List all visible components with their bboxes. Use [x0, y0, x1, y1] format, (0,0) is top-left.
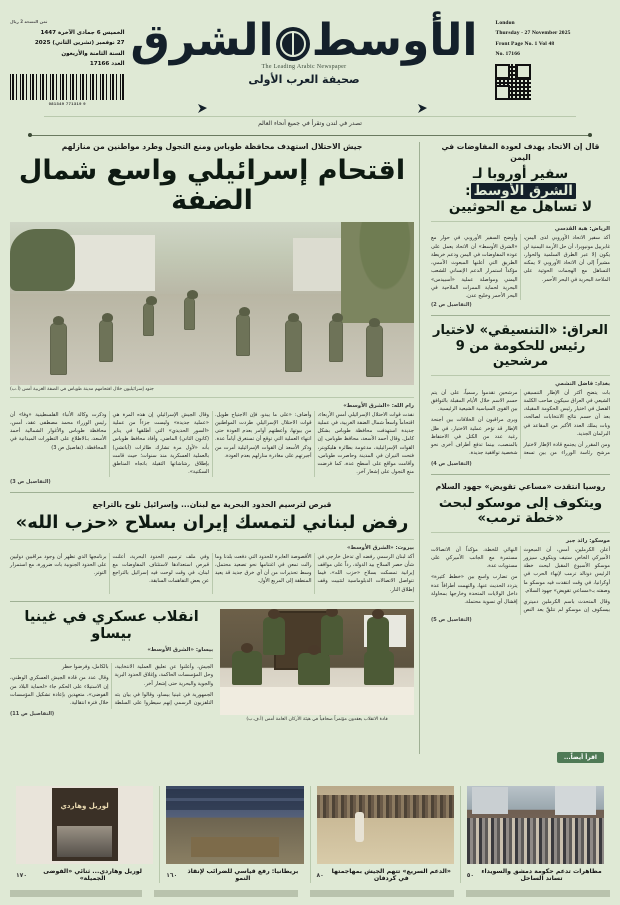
- masthead-city: London: [495, 20, 515, 26]
- main-column: [10, 142, 414, 754]
- teaser-page-number: ١٧٠: [16, 871, 27, 879]
- content-grid: [10, 142, 610, 754]
- logo-word-right: الأوسط: [311, 15, 478, 66]
- laurel-hardy-book-cover-image: [16, 786, 153, 864]
- footer-color-bar: [10, 890, 610, 897]
- continued-ref[interactable]: (التفاصيل ص 4): [431, 461, 472, 468]
- article-body: أكد لبنان الرسمي رفضه أي تدخل خارجي في شأن حصر السلاح بيد الدولة، رداً على مواقف إيرانية تمسكت بسلاح «حزب الله»، فيما تتواصل الاتصالات الدبلوماسية لتثبيت وقف إطلاق النار. الأقصوصة العابرة للحدود التي دفعت بلدنا وما زالت تمعن في اغتنامها نحو تصعيد محتمل، وسط تحذيرات من أن أي خرق جديد قد يعيد المنطقة إلى المربع الأول. وفي ملف ترسيم الحدود البحرية، أعلنت قبرص استعدادها لاستئناف المفاوضات مع لبنان، في وقت لوحت فيه إسرائيل بالتراجع عن بعض التفاهمات السابقة. برنامجها الذي تظهر أن وجود مراقبين دوليين على الحدود الجنوبية بات ضرورة، مع استمرار التوتر.: [10, 553, 414, 593]
- sudan-kordofan-crowd-photo: [317, 786, 454, 864]
- teaser-divider: [159, 786, 160, 884]
- article-byline: الرياض: هبة القدسي: [554, 226, 610, 233]
- article-byline: بغداد: فاضل النشمي: [555, 380, 610, 387]
- guinea-text-block: [10, 609, 213, 722]
- continued-ref[interactable]: (التفاصيل ص 2): [431, 302, 472, 309]
- teaser-divider: [310, 786, 311, 884]
- uk-parliament-photo: [166, 786, 303, 864]
- teaser-page-number: ١٦٠: [166, 871, 178, 879]
- masthead-right-info: [10, 18, 131, 108]
- logo-arabic-tagline: صحيفة العرب الأولى: [248, 72, 360, 86]
- logo-english-tagline: The Leading Arabic Newspaper: [261, 63, 347, 70]
- masthead-logo[interactable]: [130, 15, 478, 86]
- teaser-title: بريطانيا: رفع قياسي للضرائب لإنقاذ النمو: [187, 867, 299, 883]
- article-west-bank-raid[interactable]: [10, 142, 414, 485]
- teaser-title: لوريل وهاردي... ثنائي «الفوضى الجميلة»: [43, 867, 142, 883]
- teaser-laurel-hardy-book[interactable]: [10, 786, 159, 884]
- masthead-divider: [28, 132, 592, 138]
- masthead-issue-ar: العدد 17166: [89, 61, 125, 68]
- section-divider: [431, 315, 610, 316]
- article-body: أعلن الكرملين، أمس، أن المبعوث الأميركي الخاص ستيف ويتكوف سيزور موسكو الأسبوع المقبل لبحث خطة الرئيس دونالد ترمب لإنهاء الحرب في أوكرانيا، في وقت انتقدت فيه موسكو ما وصفته بـ«مساعي تقويض» جهود السلام. وقال المتحدث باسم الكرملين دميتري بيسكوف إن موسكو لم تتلقَّ بعد النص النهائي للخطة، مؤكداً أن الاتصالات مستمرة مع الجانب الأميركي على مستويات عدة. من تضارب واسع بين «خطط كثيرة» يتردد الحديث عنها، والتهمت أطرافاً عدة داخل الولايات المتحدة وخارجها بمحاولة إفشال أي تسوية محتملة.: [431, 546, 610, 614]
- lead-kicker: جيش الاحتلال استهدف محافظة طوباس ومنع التجول وطرد مواطنين من منازلهم: [61, 142, 363, 151]
- article-kicker: قبرص لترسيم الحدود البحرية مع لبنان... وإسرائيل تلوح بالتراجع: [92, 499, 332, 509]
- logo-word-left: الشرق: [130, 15, 274, 66]
- teaser-page-number: ٨٠: [316, 871, 324, 879]
- read-also-strip: [10, 786, 610, 884]
- distribution-line: تصدر في لندن وتقرأ في جميع أنحاء العالم: [44, 116, 576, 127]
- article-europe-envoy-yemen[interactable]: [431, 142, 610, 308]
- teaser-sudan-kordofan[interactable]: [311, 786, 460, 884]
- article-body: بات يتضح أكثر أن الإطار التنسيقي الشيعي في العراق سيكون صاحب الكلمة الفصل في اختيار رئيس الحكومة المقبلة، بعد أن حسم نتائج الانتخابات لصالحه، وبات يملك العدد الأكبر من المقاعد في البرلمان الجديد. ومن المقرر أن يجتمع قادة الإطار لاختيار مرشح رئاسة الوزراء من بين تسعة مرشحين تقدموا رسمياً، على أن يتم حسم الاسم خلال الأيام المقبلة بالتوافق بين القوى السياسية الشيعية الرئيسية. ويرى مراقبون أن الخلافات بين أجنحة الإطار قد تؤخر عملية الاختيار، في ظل رغبة عدد من الكتل في الاحتفاظ بالمنصب، بينما تدفع أطراف أخرى نحو شخصية توافقية جديدة.: [431, 389, 610, 457]
- lead-headline: اقتحام إسرائيلي واسع شمال الضفة: [18, 154, 406, 216]
- article-byline: بيساو: «الشرق الأوسط»: [147, 646, 214, 653]
- guinea-bissau-coup-press-conference-photo: [220, 609, 414, 715]
- continued-ref[interactable]: (التفاصيل ص 3): [10, 478, 51, 485]
- guinea-photo-caption: قادة الانقلاب يعقدون مؤتمراً صحافياً في هيئة الأركان العامة أمس (أ.ف.ب): [246, 716, 388, 722]
- lead-photo-caption: جنود إسرائيليون خلال اقتحامهم مدينة طوباس في الضفة الغربية أمس (أ.ب): [10, 387, 154, 393]
- continued-ref[interactable]: (التفاصيل ص 5): [431, 616, 472, 623]
- qr-code-icon[interactable]: [495, 64, 531, 100]
- barcode-number: 9 771319 081349: [48, 101, 86, 107]
- teaser-page-number: ٥٠: [466, 871, 475, 879]
- masthead-year: السنة الثامنة والأربعون: [61, 50, 125, 57]
- brand-chip: الشرق الأوسط: [471, 183, 576, 199]
- article-witkoff-moscow-trump-plan[interactable]: [431, 482, 610, 622]
- article-body: أكد سفير الاتحاد الأوروبي لدى اليمن، غابرييل مونيويرا، أن حل الأزمة اليمنية لن يكون إلا عبر الطرق السلمية والحوار، مشيراً إلى أن الاتحاد الأوروبي لا يمكنه التساهل مع الهجمات الحوثية على الملاحة البحرية في البحر الأحمر. وأوضح السفير الأوروبي في حوار مع «الشرق الأوسط» أن الاتحاد يعمل على عودة المفاوضات في اليمن ودعم خريطة الطريق التي أعلنها المبعوث الأممي، مؤكداً استمرار الدعم الإنساني للشعب اليمني ومواصلة عملية «أسبيدس» البحرية لحماية الممرات الملاحية في البحر الأحمر وخليج عدن.: [431, 235, 610, 299]
- teaser-uk-taxes[interactable]: [160, 786, 309, 884]
- teaser-divider: [460, 786, 461, 884]
- article-headline: العراق: «التنسيقي» لاختيار رئيس للحكومة من 9 مرشحين: [433, 323, 608, 370]
- masthead-gregorian-date: 27 نوفمبر (تشرين الثاني) 2025: [34, 40, 125, 47]
- masthead-page-vol: Front Page No. 1 Vol 48: [495, 40, 555, 47]
- article-headline: سفير أوروبا لـالشرق الأوسط: لا تساهل مع الحوثيين: [448, 166, 593, 216]
- teaser-title: «الدعم السريع» تتهم الجيش بمهاجمتها في كردفان: [331, 867, 451, 883]
- continued-ref[interactable]: (التفاصيل ص 11): [10, 710, 55, 717]
- lead-body: نفذت قوات الاحتلال الإسرائيلي أمس الأربعاء، اقتحاماً واسعاً شمال الضفة الغربية، في عملية جديدة استهدفت محافظة طوباس بشكل كامل. وقال أحمد الأسعد، محافظ طوباس، إن القوات الإسرائيلية، مدعومة بطائرة هليكوبتر، فتحت النيران في المدينة وحاصرت طوباس، وأقامت مواقع على أسطح عدة، كما فرضت منع التجول على إشعار آخر. وأضاف: «على ما يبدو، فإن الاجتياح طويل. قوات الاحتلال الإسرائيلي طردت المواطنين من بيوتها، وأعطتهم أوامر بعدم العودة حتى انتهاء العملية التي توقع أن تستغرق أياماً عدة. وذكر الأسعد أن القوات الإسرائيلية أمرت من أجبرتهم على مغادرة منازلهم بعدم العودة. وقال الجيش الإسرائيلي إن هذه المرة هي «عملية جديدة» وليست جزءاً من عملية «السور الحديدي» التي أطلقها في يناير (كانون الثاني) الماضي. وأفاد محافظ طوباس بأنه «لأول مرة تشارك طائرات (أباتشي) بالعملية العسكرية منذ سنوات؛ حيث قامت بإطلاق رشاشاتها الثقيلة باتجاه المناطق السكنية». وذكرت وكالة الأنباء الفلسطينية «وفا» أن رئيس الوزراء محمد مصطفى عقد، أمس، محافظة طوباس والأغوار الشمالية أحمد الأسعد، بـالاطلاع على التطورات الميدانية في المحافظة. (تفاصيل ص 3): [10, 411, 414, 476]
- teaser-title: مظاهرات تدعم حكومة دمشق والسويداء تساند الساحل: [481, 867, 602, 883]
- guinea-photo-block: [220, 609, 414, 722]
- article-byline: بيروت: «الشرق الأوسط»: [346, 544, 414, 551]
- article-headline: ويتكوف إلى موسكو لبحث «خطة ترمب»: [438, 495, 603, 527]
- article-guinea-bissau-coup[interactable]: [10, 609, 414, 722]
- barcode-icon: [10, 74, 125, 100]
- article-headline: رفض لبناني لتمسك إيران بسلاح «حزب الله»: [15, 512, 409, 534]
- article-byline: موسكو: رائد جبر: [566, 537, 610, 544]
- section-divider: [10, 601, 414, 602]
- masthead-issue-en: No. 17166: [495, 51, 521, 58]
- teaser-syria-demonstrations[interactable]: [461, 786, 610, 884]
- globe-icon: [276, 27, 310, 61]
- article-headline: انقلاب عسكري في غينيا بيساو: [24, 608, 199, 643]
- masthead-hijri-date: الخميس 6 جمادى الآخرة 1447: [40, 29, 125, 36]
- israeli-soldiers-street-photo: [10, 222, 414, 385]
- price-note: ثمن النسخة 2 ريال: [10, 19, 48, 24]
- article-kicker: قال إن الاتحاد يهدف لعودة المفاوضات في اليمن: [441, 142, 600, 162]
- left-column: [425, 142, 610, 754]
- section-divider: [431, 474, 610, 475]
- column-divider: [419, 142, 420, 754]
- logo-wordmark: [130, 15, 478, 66]
- masthead-date-en: Thursday - 27 November 2025: [495, 30, 571, 37]
- article-lebanon-hezbollah-weapons[interactable]: [10, 500, 414, 594]
- article-kicker: روسيا انتقدت «مساعي تقويض» جهود السلام: [435, 482, 606, 492]
- article-body: الجيش، وأعلنوا عن تعليق العملية الانتخابية، وحل المؤسسات الحاكمة، وإغلاق الحدود البرية والجوية والبحرية حتى إشعار آخر. الجمهورية في غينيا بيساو، وقالوا في بيان بثه التلفزيون الرسمي إنهم سيطروا على السلطة بالكامل، وفرضوا حظر وقال عدد من قادة الجيش العسكري الوطني، إن الاستيلاء على الحكم جاء «لحماية البلاد من الفوضى»، متعهدين بإعادة تشكيل المؤسسات خلال فترة انتقالية.: [10, 664, 214, 707]
- book-title: لوريل وهاردي: [60, 802, 109, 811]
- read-also-badge[interactable]: اقرأ أيضاً...: [557, 752, 604, 763]
- article-iraq-coordination-framework[interactable]: [431, 323, 610, 467]
- lead-byline: رام الله: «الشرق الأوسط»: [343, 402, 414, 409]
- masthead-left-info: [477, 18, 610, 100]
- masthead: [10, 0, 610, 110]
- syria-demonstrations-photo: [467, 786, 604, 864]
- section-divider: [10, 492, 414, 493]
